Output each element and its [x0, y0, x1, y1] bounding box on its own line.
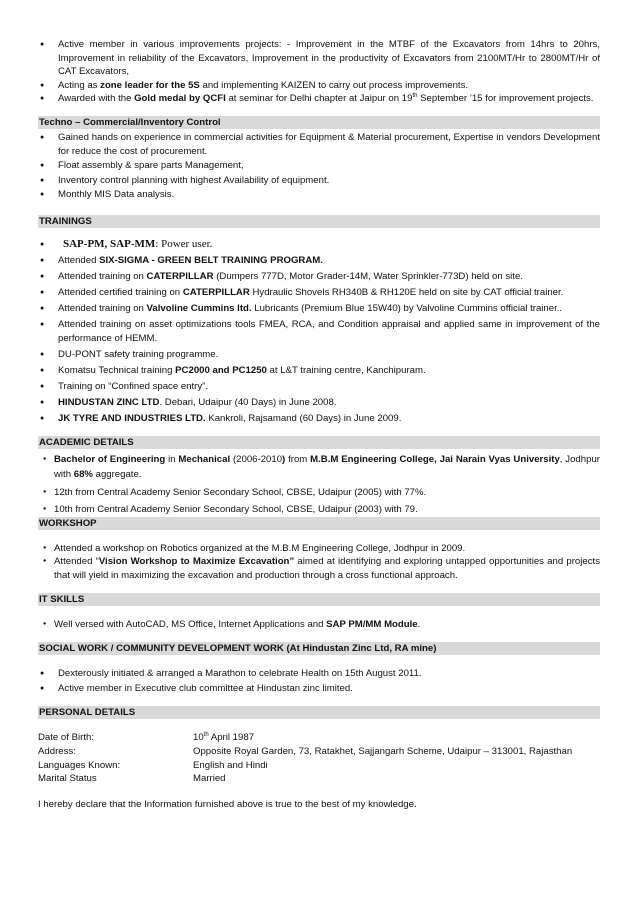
list-item: ● Attended a workshop on Robotics organized at the M.B.M Engineering College, Jodhpur in 2009. [38, 542, 600, 556]
list-item: ● HINDUSTAN ZINC LTD. Debari, Udaipur (40 Days) in June 2008. [38, 396, 600, 410]
list-item: ● Gained hands on experience in commercial activities for Equipment & Material procurement, Expertise in vendors Development for reduce the cost of procurement. [38, 131, 600, 158]
list-item: ● Inventory control planning with highest Availability of equipment. [38, 174, 600, 188]
list-item: ● Attended “Vision Workshop to Maximize Excavation” aimed at identifying and exploring untapped opportunities and projects that will yield in maximizing the excavation and production through a cross functional approach. [38, 555, 600, 582]
it-skills-list [38, 618, 600, 632]
list-item: ● Attended certified training on CATERPILLAR Hydraulic Shovels RH340B & RH120E held on site by CAT official trainer. [38, 286, 600, 300]
section-heading-techno: Techno – Commercial/Inventory Control [38, 116, 600, 129]
list-item: ● 10th from Central Academy Senior Secondary School, CBSE, Udaipur (2003) with 79. [38, 503, 600, 517]
list-item: ● Acting as zone leader for the 5S and implementing KAIZEN to carry out process improvements. [38, 79, 600, 93]
improvement-list [38, 38, 600, 106]
list-item: ● Training on “Confined space entry”. [38, 380, 600, 394]
list-item: ● Attended SIX-SIGMA - GREEN BELT TRAINING PROGRAM. [38, 254, 600, 268]
list-item: ● Dexterously initiated & arranged a Marathon to celebrate Health on 15th August 2011. [38, 667, 600, 681]
techno-list [38, 131, 600, 202]
list-item: ● Active member in various improvements projects: - Improvement in the MTBF of the Excavators from 14hrs to 20hrs, Improvement in reliability of the Excavators, Improvement in the productivity of Excavators from 2100MT/Hr to 2800MT/Hr of CAT Excavators, [38, 38, 600, 79]
detail-row: Marital Status Married [38, 773, 226, 785]
list-item: ● Komatsu Technical training PC2000 and PC1250 at L&T training centre, Kanchipuram. [38, 364, 600, 378]
list-item: ● Bachelor of Engineering in Mechanical (2006-2010) from M.B.M Engineering College, Jai Narain Vyas University, Jodhpur with 68% aggregate. [38, 452, 600, 482]
section-heading-academic: ACADEMIC DETAILS [38, 436, 600, 449]
list-item: ● Awarded with the Gold medal by QCFI at seminar for Delhi chapter at Jaipur on 19th September ’15 for improvement projects. [38, 92, 600, 106]
list-item: ● Active member in Executive club committee at Hindustan zinc limited. [38, 682, 600, 696]
resume-page [38, 38, 600, 811]
list-item: ● Float assembly & spare parts Management, [38, 159, 600, 173]
section-heading-trainings: TRAININGS [38, 215, 600, 228]
list-item: ● SAP-PM, SAP-MM: Power user. [38, 238, 600, 252]
list-item: ● Monthly MIS Data analysis. [38, 188, 600, 202]
list-item: ● DU-PONT safety training programme. [38, 348, 600, 362]
declaration: I hereby declare that the Information furnished above is true to the best of my knowledge. [38, 798, 417, 810]
list-item: ● JK TYRE AND INDUSTRIES LTD. Kankroli, Rajsamand (60 Days) in June 2009. [38, 412, 600, 426]
trainings-list [38, 238, 600, 426]
list-item: ● Well versed with AutoCAD, MS Office, Internet Applications and SAP PM/MM Module. [38, 618, 600, 632]
list-item: ● Attended training on Valvoline Cummins ltd. Lubricants (Premium Blue 15W40) by Valvoline Cummins official trainer.. [38, 302, 600, 316]
section-heading-workshop: WORKSHOP [38, 517, 600, 530]
social-work-list [38, 667, 600, 695]
workshop-list [38, 542, 600, 583]
section-heading-it-skills: IT SKILLS [38, 593, 600, 606]
list-item: ● Attended training on CATERPILLAR (Dumpers 777D, Motor Grader-14M, Water Sprinkler-773D) held on site. [38, 270, 600, 284]
section-heading-personal: PERSONAL DETAILS [38, 706, 600, 719]
list-item: ● 12th from Central Academy Senior Secondary School, CBSE, Udaipur (2005) with 77%. [38, 486, 600, 500]
personal-details [38, 731, 600, 785]
detail-row: Date of Birth: 10th April 1987 [38, 732, 255, 744]
list-item: ● Attended training on asset optimizations tools FMEA, RCA, and Condition appraisal and applied same in improvement of the performance of HEMM. [38, 318, 600, 345]
section-heading-social-work: SOCIAL WORK / COMMUNITY DEVELOPMENT WORK (At Hindustan Zinc Ltd, RA mine) [38, 642, 600, 655]
academic-list [38, 452, 600, 517]
detail-row: Languages Known: English and Hindi [38, 759, 268, 771]
detail-row: Address: Opposite Royal Garden, 73, Ratakhet, Sajjangarh Scheme, Udaipur – 313001, Rajasthan [38, 745, 573, 757]
